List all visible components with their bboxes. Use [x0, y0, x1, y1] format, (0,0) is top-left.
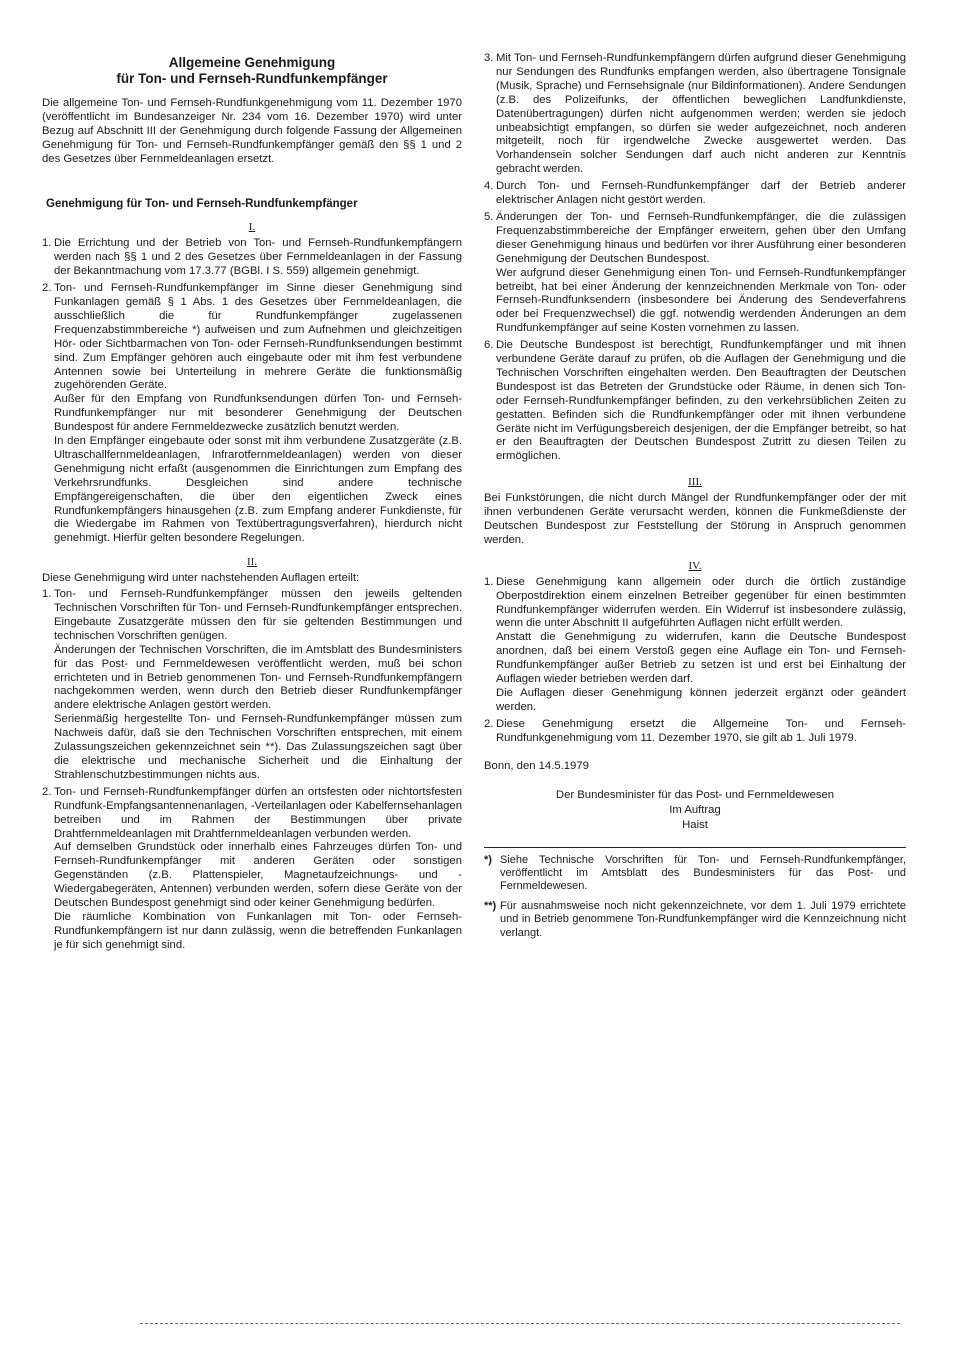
signature-line-1: Der Bundesminister für das Post- und Fernmeldewesen [555, 788, 835, 801]
section-1-item-1 [42, 237, 462, 279]
item-number: 1. [42, 237, 52, 250]
item-text: Außer für den Empfang von Rundfunksendungen dürfen Ton- und Fernseh-Rundfunkempfänger nur mit besonderer Genehmigung der Deutschen Bundespost für andere Fernmeldezwecke zusätzlich benutzt werden. [54, 393, 462, 434]
item-text: Wer aufgrund dieser Genehmigung einen Ton- und Fernseh-Rundfunkempfänger betreibt, hat bei einer Änderung der kennzeichnenden Merkmale von Ton- oder Fernseh-Rundfunksendern (insbesondere bei Änderung des Sendeverfahrens oder bei Frequenzwechsel) die ggf. notwendig werdenden Änderungen an dem Rundfunkempfänger auf seine Kosten vornehmen zu lassen. [496, 266, 906, 335]
document-title [42, 55, 462, 87]
signature-block [484, 788, 906, 833]
title-line-2: für Ton- und Fernseh-Rundfunkempfänger [116, 71, 388, 86]
item-text: Diese Genehmigung kann allgemein oder durch die örtlich zuständige Oberpostdirektion einem einzelnen Betreiber gegenüber für einen bestimmten Rundfunkempfänger widerrufen werden. Ein Widerruf ist insbesondere zulässig, wenn die unter Abschnitt II aufgeführten Auflagen nicht erfüllt werden. [496, 575, 906, 630]
item-number: 2. [42, 785, 52, 798]
section-3-text: Bei Funkstörungen, die nicht durch Mängel der Rundfunkempfänger oder der mit ihnen verbundenen Geräte verursacht werden, können die Funkmeßdienste der Deutschen Bundespost zur Feststellung der Störung in Anspruch genommen werden. [484, 492, 906, 546]
item-text: Auf demselben Grundstück oder innerhalb eines Fahrzeuges dürfen Ton- und Fernseh-Rundfunkempfänger mit anderen Geräten oder sonstigen Gegenständen (z.B. Plattenspieler, Magnetaufzeichnungs- und -Wiedergabegeräten, Antennen) verbunden werden, sofern diese Geräte von der Deutschen Bundespost genehmigt sind oder keiner Genehmigung bedürfen. [54, 841, 462, 910]
item-number: 1. [484, 575, 494, 588]
section-4-label: IV. [688, 559, 702, 572]
signature-line-2: Im Auftrag [669, 803, 721, 816]
item-text: Diese Genehmigung ersetzt die Allgemeine Ton- und Fernseh-Rundfunkgenehmigung vom 11. Dezember 1970, sie gilt ab 1. Juli 1979. [496, 717, 906, 744]
item-text: Anstatt die Genehmigung zu widerrufen, kann die Deutsche Bundespost anordnen, daß bei einem Verstoß gegen eine Auflage ein Ton- und Fernseh-Rundfunkempfänger außer Betrieb zu setzen ist und erst bei Einhaltung der Auflagen wieder betrieben werden darf. [496, 631, 906, 686]
left-column [42, 50, 462, 956]
item-text: Ton- und Fernseh-Rundfunkempfänger im Sinne dieser Genehmigung sind Funkanlagen gemäß § 1 Abs. 1 des Gesetzes über Fernmeldeanlagen, die ausschließlich die für Rundfunkempfänger zugelassenen Frequenzabstimmbereiche *) aufweisen und zum Aufnehmen und gleichzeitigen Hör- oder Sichtbarmachen von Ton- oder Fernseh-Rundfunksendungen bestimmt sind. Zum Empfänger gehören auch eingebaute oder mit ihm fest verbundene Antennen sowie bei Unterteilung in mehrere Geräte die funktionsmäßig zugehörenden Geräte. [54, 282, 462, 392]
section-3-label: III. [688, 476, 702, 489]
right-column [484, 50, 906, 944]
item-text: Änderungen der Ton- und Fernseh-Rundfunkempfänger, die die zulässigen Frequenzabstimmbereiche der Empfänger erweitern, gehen über den Umfang dieser Genehmigung hinaus und bedürfen vor ihrer Ausführung einer besonderen Genehmigung der Deutschen Bundespost. [496, 210, 906, 265]
section-4-item-1 [484, 576, 906, 715]
item-text: Die Errichtung und der Betrieb von Ton- und Fernseh-Rundfunkempfängern werden nach §§ 1 und 2 des Gesetzes über Fernmeldeanlagen in der Fassung der Bekanntmachung vom 17.3.77 (BGBl. I S. 559) allgemein genehmigt. [54, 237, 462, 278]
item-number: 6. [484, 339, 494, 352]
item-text: In den Empfänger eingebaute oder sonst mit ihm verbundene Zusatzgeräte (z.B. Ultraschallfernmeldeanlagen, Infrarotfernmeldeanlagen) werden von dieser Genehmigung nicht erfaßt (ausgenommen die Einrichtungen zum Empfang des Verkehrsrundfunks. Desgleichen sind andere technische Empfängereigenschaften, die über den eigentlichen Zweck eines Rundfunkempfängers hinausgehen (z.B. zum Empfang anderer Funkdienste, für die Wiedergabe im Rahmen von Textübertragungsverfahren), hierdurch nicht genehmigt. Hierfür gelten besondere Regelungen. [54, 435, 462, 545]
item-text: Ton- und Fernseh-Rundfunkempfänger dürfen an ortsfesten oder nichtortsfesten Rundfunk-Empfangsantennenanlagen, -Verteilanlagen oder Kabelfernsehanlagen betreiben und im Rahmen der Bestimmungen über private Drahtfernmeldeanlagen mit Drahtfernmeldeanlagen verbunden werden. [54, 785, 462, 840]
section-2-item-5 [484, 211, 906, 336]
section-1-item-2 [42, 282, 462, 546]
item-number: 2. [484, 717, 494, 730]
item-text: Die Deutsche Bundespost ist berechtigt, Rundfunkempfänger und mit ihnen verbundene Geräte darauf zu prüfen, ob die Auflagen der Genehmigung und die Technischen Vorschriften eingehalten werden. Den Beauftragten der Deutschen Bundespost ist das Betreten der Grundstücke oder Räume, in denen sich Ton- oder Fernseh-Rundfunkempfänger befinden, zu den verkehrsüblichen Zeiten zu gestatten. Befinden sich die Rundfunkempfänger oder mit ihnen verbundene Geräte nicht im Verfügungsbereich desjenigen, der die Empfänger betreibt, so hat er den Beauftragten der Deutschen Bundespost Zutritt zu diesen Teilen zu ermöglichen. [496, 339, 906, 463]
item-number: 3. [484, 52, 494, 64]
item-text: Mit Ton- und Fernseh-Rundfunkempfängern dürfen aufgrund dieser Genehmigung nur Sendungen des Rundfunks empfangen werden, also übertragene Tonsignale (Musik, Sprache) und Fernsehsignale (nur Bildinformationen). Andere Sendungen (z.B. des Polizeifunks, der öffentlichen beweglichen Landfunkdienste, Datenübertragungen) dürfen nicht aufgenommen werden; werden sie jedoch unbeabsichtigt empfangen, so dürfen sie weder aufgezeichnet, noch anderen mitgeteilt, noch für irgendwelche Zwecke ausgewertet werden. Das Vorhandensein solcher Sendungen darf auch nicht anderen zur Kenntnis gebracht werden. [496, 52, 906, 176]
item-number: 5. [484, 210, 494, 223]
section-2-item-1 [42, 588, 462, 783]
item-text: Serienmäßig hergestellte Ton- und Fernseh-Rundfunkempfänger müssen zum Nachweis dafür, daß sie den Technischen Vorschriften entsprechen, mit einem Zulassungszeichen gekennzeichnet sein **). Das Zulassungszeichen sagt über die elektrische und mechanische Sicherheit und die Einhaltung der Strahlenschutzbestimmungen nichts aus. [54, 713, 462, 781]
item-number: 2. [42, 282, 52, 295]
section-2-item-6 [484, 339, 906, 464]
item-number: 1. [42, 588, 52, 601]
section-2-item-4 [484, 180, 906, 208]
section-2-intro: Diese Genehmigung wird unter nachstehenden Auflagen erteilt: [42, 572, 360, 585]
title-line-1: Allgemeine Genehmigung [168, 55, 336, 70]
footnote-divider [484, 847, 906, 848]
item-text: Ton- und Fernseh-Rundfunkempfänger müssen den jeweils geltenden Technischen Vorschriften für Ton- und Fernseh-Rundfunkempfänger entsprechen. Eingebaute Zusatzgeräte müssen den für sie geltenden Bestimmungen und technischen Vorschriften genügen. [54, 588, 462, 642]
footnote-text: Siehe Technische Vorschriften für Ton- und Fernseh-Rundfunkempfänger, veröffentlicht im Amtsblatt des Bundesministers für das Post- und Fernmeldewesen. [500, 853, 906, 893]
item-text: Die räumliche Kombination von Funkanlagen mit Ton- oder Fernseh-Rundfunkempfängern ist nur dann zulässig, wenn die betreffenden Funkanlagen je für sich genehmigt sind. [54, 910, 462, 951]
footnote-1 [484, 854, 906, 894]
section-2-item-3 [484, 52, 906, 177]
footnote-mark: **) [484, 899, 497, 912]
section-subheading: Genehmigung für Ton- und Fernseh-Rundfunkempfänger [46, 197, 358, 210]
section-1-label: I. [248, 221, 256, 234]
scan-artifact-line [140, 1323, 900, 1324]
item-text: Durch Ton- und Fernseh-Rundfunkempfänger darf der Betrieb anderer elektrischer Anlagen nicht gestört werden. [496, 180, 906, 207]
item-text: Die Auflagen dieser Genehmigung können jederzeit ergänzt oder geändert werden. [496, 686, 906, 713]
signature-line-3: Haist [682, 818, 708, 831]
intro-paragraph: Die allgemeine Ton- und Fernseh-Rundfunkgenehmigung vom 11. Dezember 1970 (veröffentlicht im Bundesanzeiger Nr. 234 vom 16. Dezember 1970) wird unter Bezug auf Abschnitt III der Genehmigung durch folgende Fassung der Allgemeinen Genehmigung für Ton- und Fernseh-Rundfunkempfänger gemäß den §§ 1 und 2 des Gesetzes über Fernmeldeanlagen ersetzt. [42, 97, 462, 165]
section-4-item-2 [484, 718, 906, 746]
section-2-item-2 [42, 786, 462, 953]
footnote-mark: *) [484, 853, 492, 866]
item-text: Änderungen der Technischen Vorschriften, die im Amtsblatt des Bundesministers für das Post- und Fernmeldewesen veröffentlicht werden, muß bei schon errichteten und in Betrieb genommenen Ton- und Fernseh-Rundfunkempfängern nachgekommen werden, wenn durch den Betrieb dieser Rundfunkempfänger andere elektrische Anlagen gestört werden. [54, 643, 462, 712]
section-2-label: II. [246, 556, 258, 569]
place-and-date: Bonn, den 14.5.1979 [484, 759, 589, 772]
footnote-text: Für ausnahmsweise noch nicht gekennzeichnete, vor dem 1. Juli 1979 errichtete und in Betrieb genommene Ton-Rundfunkempfänger wird die Kennzeichnung nicht verlangt. [500, 899, 906, 939]
item-number: 4. [484, 180, 494, 193]
footnote-2 [484, 900, 906, 940]
